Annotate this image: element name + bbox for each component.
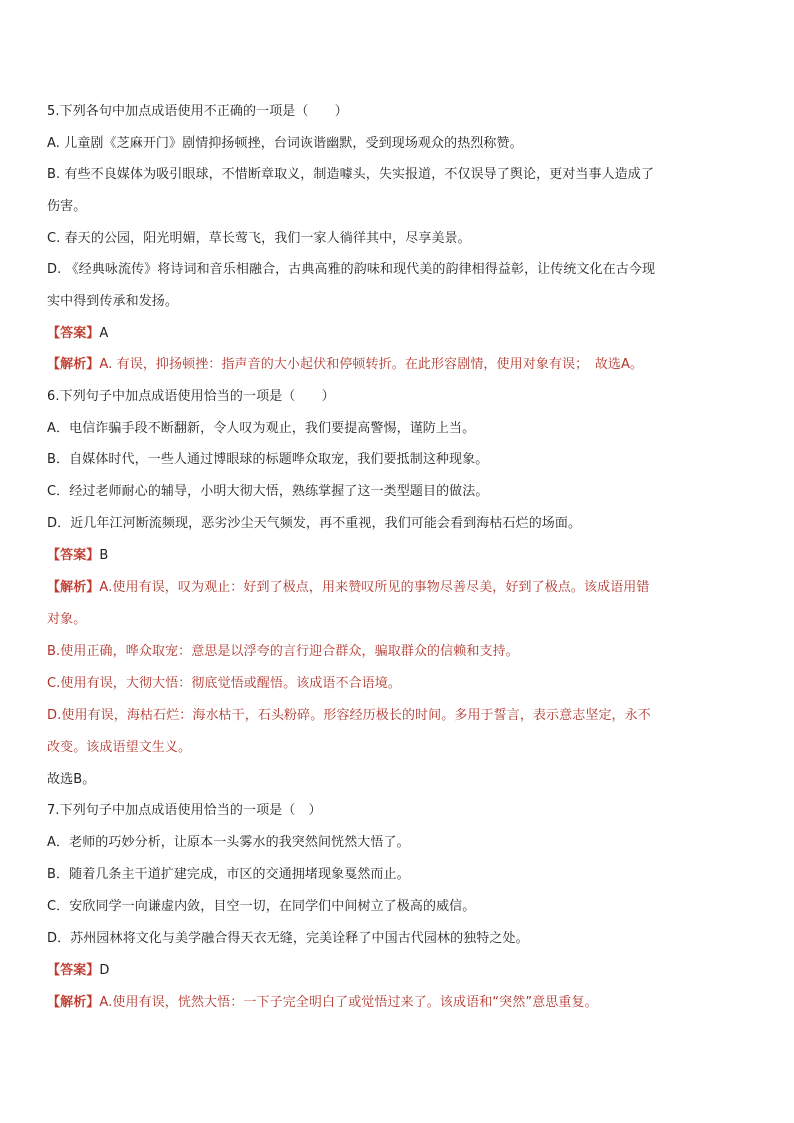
question-6-analysis-a-cont: 对象。 — [47, 612, 87, 627]
question-5-option-a: A. 儿童剧《芝麻开门》剧情抑扬顿挫，台词诙谐幽默，受到现场观众的热烈称赞。 — [47, 136, 523, 151]
question-5-option-b-line1: B. 有些不良媒体为吸引眼球，不惜断章取义，制造噱头，失实报道，不仅误导了舆论，更对当事人造成了 — [47, 167, 654, 182]
question-7-option-b: B．随着几条主干道扩建完成，市区的交通拥堵现象戛然而止。 — [47, 867, 410, 882]
analysis-text: A.使用有误，恍然大悟：一下子完全明白了或觉悟过来了。该成语和“突然”意思重复。 — [99, 995, 598, 1010]
question-5-option-d-line2: 实中得到传承和发扬。 — [47, 294, 179, 309]
question-7-answer — [47, 962, 110, 980]
answer-value: A — [99, 326, 109, 341]
question-5-option-c: C. 春天的公园，阳光明媚，草长莺飞，我们一家人徜徉其中，尽享美景。 — [47, 231, 471, 246]
question-5-stem: 5.下列各句中加点成语使用不正确的一项是（ ） — [47, 104, 348, 119]
question-6-answer — [47, 547, 108, 565]
question-7-option-a: A．老师的巧妙分析，让原本一头雾水的我突然间恍然大悟了。 — [47, 835, 410, 850]
analysis-text: A.使用有误，叹为观止：好到了极点，用来赞叹所见的事物尽善尽美，好到了极点。该成语用错 — [99, 580, 650, 595]
question-6-conclusion: 故选B。 — [47, 772, 96, 787]
answer-label: 【答案】 — [47, 963, 100, 978]
answer-value: D — [99, 963, 110, 978]
question-6-analysis-a — [47, 579, 650, 597]
question-6-analysis-d: D.使用有误，海枯石烂：海水枯干，石头粉碎。形容经历极长的时间。多用于誓言，表示意志坚定，永不 — [47, 708, 651, 723]
question-7-analysis — [47, 994, 598, 1012]
question-6-option-d: D．近几年江河断流频现，恶劣沙尘天气频发，再不重视，我们可能会看到海枯石烂的场面。 — [47, 516, 582, 531]
answer-value: B — [99, 548, 109, 563]
question-7-option-d: D．苏州园林将文化与美学融合得天衣无缝，完美诠释了中国古代园林的独特之处。 — [47, 931, 529, 946]
question-5-option-d-line1: D. 《经典咏流传》将诗词和音乐相融合，古典高雅的韵味和现代美的韵律相得益彰，让传统文化在古今现 — [47, 262, 656, 277]
analysis-text: A. 有误，抑扬顿挫：指声音的大小起伏和停顿转折。在此形容剧情，使用对象有误； 故选A。 — [99, 357, 644, 372]
answer-label: 【答案】 — [47, 548, 100, 563]
analysis-label: 【解析】 — [47, 995, 100, 1010]
question-5-answer — [47, 325, 108, 343]
analysis-label: 【解析】 — [47, 580, 100, 595]
question-6-analysis-d-cont: 改变。该成语望文生义。 — [47, 740, 192, 755]
question-6-analysis-c: C.使用有误，大彻大悟：彻底觉悟或醒悟。该成语不合语境。 — [47, 676, 402, 691]
question-5-analysis — [47, 356, 643, 374]
question-6-option-b: B．自媒体时代，一些人通过博眼球的标题哗众取宠，我们要抵制这种现象。 — [47, 452, 489, 467]
analysis-label: 【解析】 — [47, 357, 100, 372]
question-6-option-a: A．电信诈骗手段不断翻新，令人叹为观止，我们要提高警惕，谨防上当。 — [47, 421, 476, 436]
question-7-option-c: C．安欣同学一向谦虚内敛，目空一切，在同学们中间树立了极高的威信。 — [47, 899, 476, 914]
question-6-option-c: C．经过老师耐心的辅导，小明大彻大悟，熟练掌握了这一类型题目的做法。 — [47, 484, 489, 499]
question-6-stem: 6.下列句子中加点成语使用恰当的一项是（ ） — [47, 389, 335, 404]
question-5-option-b-line2: 伤害。 — [47, 199, 87, 214]
answer-label: 【答案】 — [47, 326, 100, 341]
question-7-stem: 7.下列句子中加点成语使用恰当的一项是（ ） — [47, 803, 322, 818]
question-6-analysis-b: B.使用正确，哗众取宠：意思是以浮夸的言行迎合群众，骗取群众的信赖和支持。 — [47, 644, 519, 659]
